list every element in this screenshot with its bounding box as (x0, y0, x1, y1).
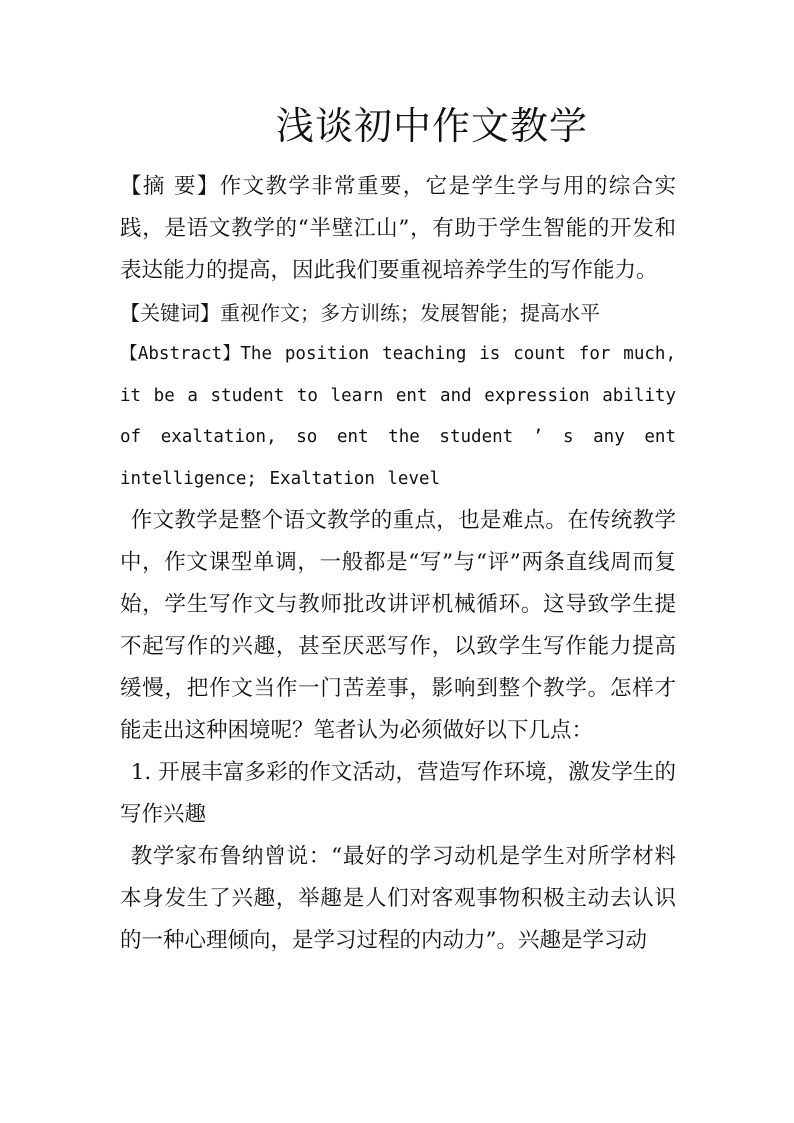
body-paragraph-2: 教学家布鲁纳曾说：“最好的学习动机是学生对所学材料本身发生了兴趣，举趣是人们对客观事物积极主动去认识的一种心理倾向，是学习过程的内动力”。兴趣是学习动 (120, 844, 676, 953)
section-heading-1: 1. 开展丰富多彩的作文活动，营造写作环境，激发学生的写作兴趣 (120, 760, 676, 827)
abstract-paragraph: 【Abstract】The position teaching is count for much, it be a student to learn ent and expression ability of exaltation, so ent the student ’ s any ent intelligence; Exaltation level (120, 344, 676, 489)
document-body (120, 166, 676, 962)
document-title: 浅谈初中作文教学 (275, 104, 588, 148)
keywords-paragraph: 【关键词】重视作文；多方训练；发展智能；提高水平 (120, 301, 600, 325)
body-paragraph-1: 作文教学是整个语文教学的重点，也是难点。在传统教学中，作文课型单调，一般都是“写”与“评”两条直线周而复始，学生写作文与教师批改讲评机械循环。这导致学生提不起写作的兴趣，甚至厌恶写作，以致学生写作能力提高缓慢，把作文当作一门苦差事，影响到整个教学。怎样才能走出这种困境呢？笔者认为必须做好以下几点： (120, 508, 676, 743)
summary-paragraph: 【摘 要】作文教学非常重要，它是学生学与用的综合实践，是语文教学的“半壁江山”，有助于学生智能的开发和表达能力的提高，因此我们要重视培养学生的写作能力。 (120, 174, 676, 283)
